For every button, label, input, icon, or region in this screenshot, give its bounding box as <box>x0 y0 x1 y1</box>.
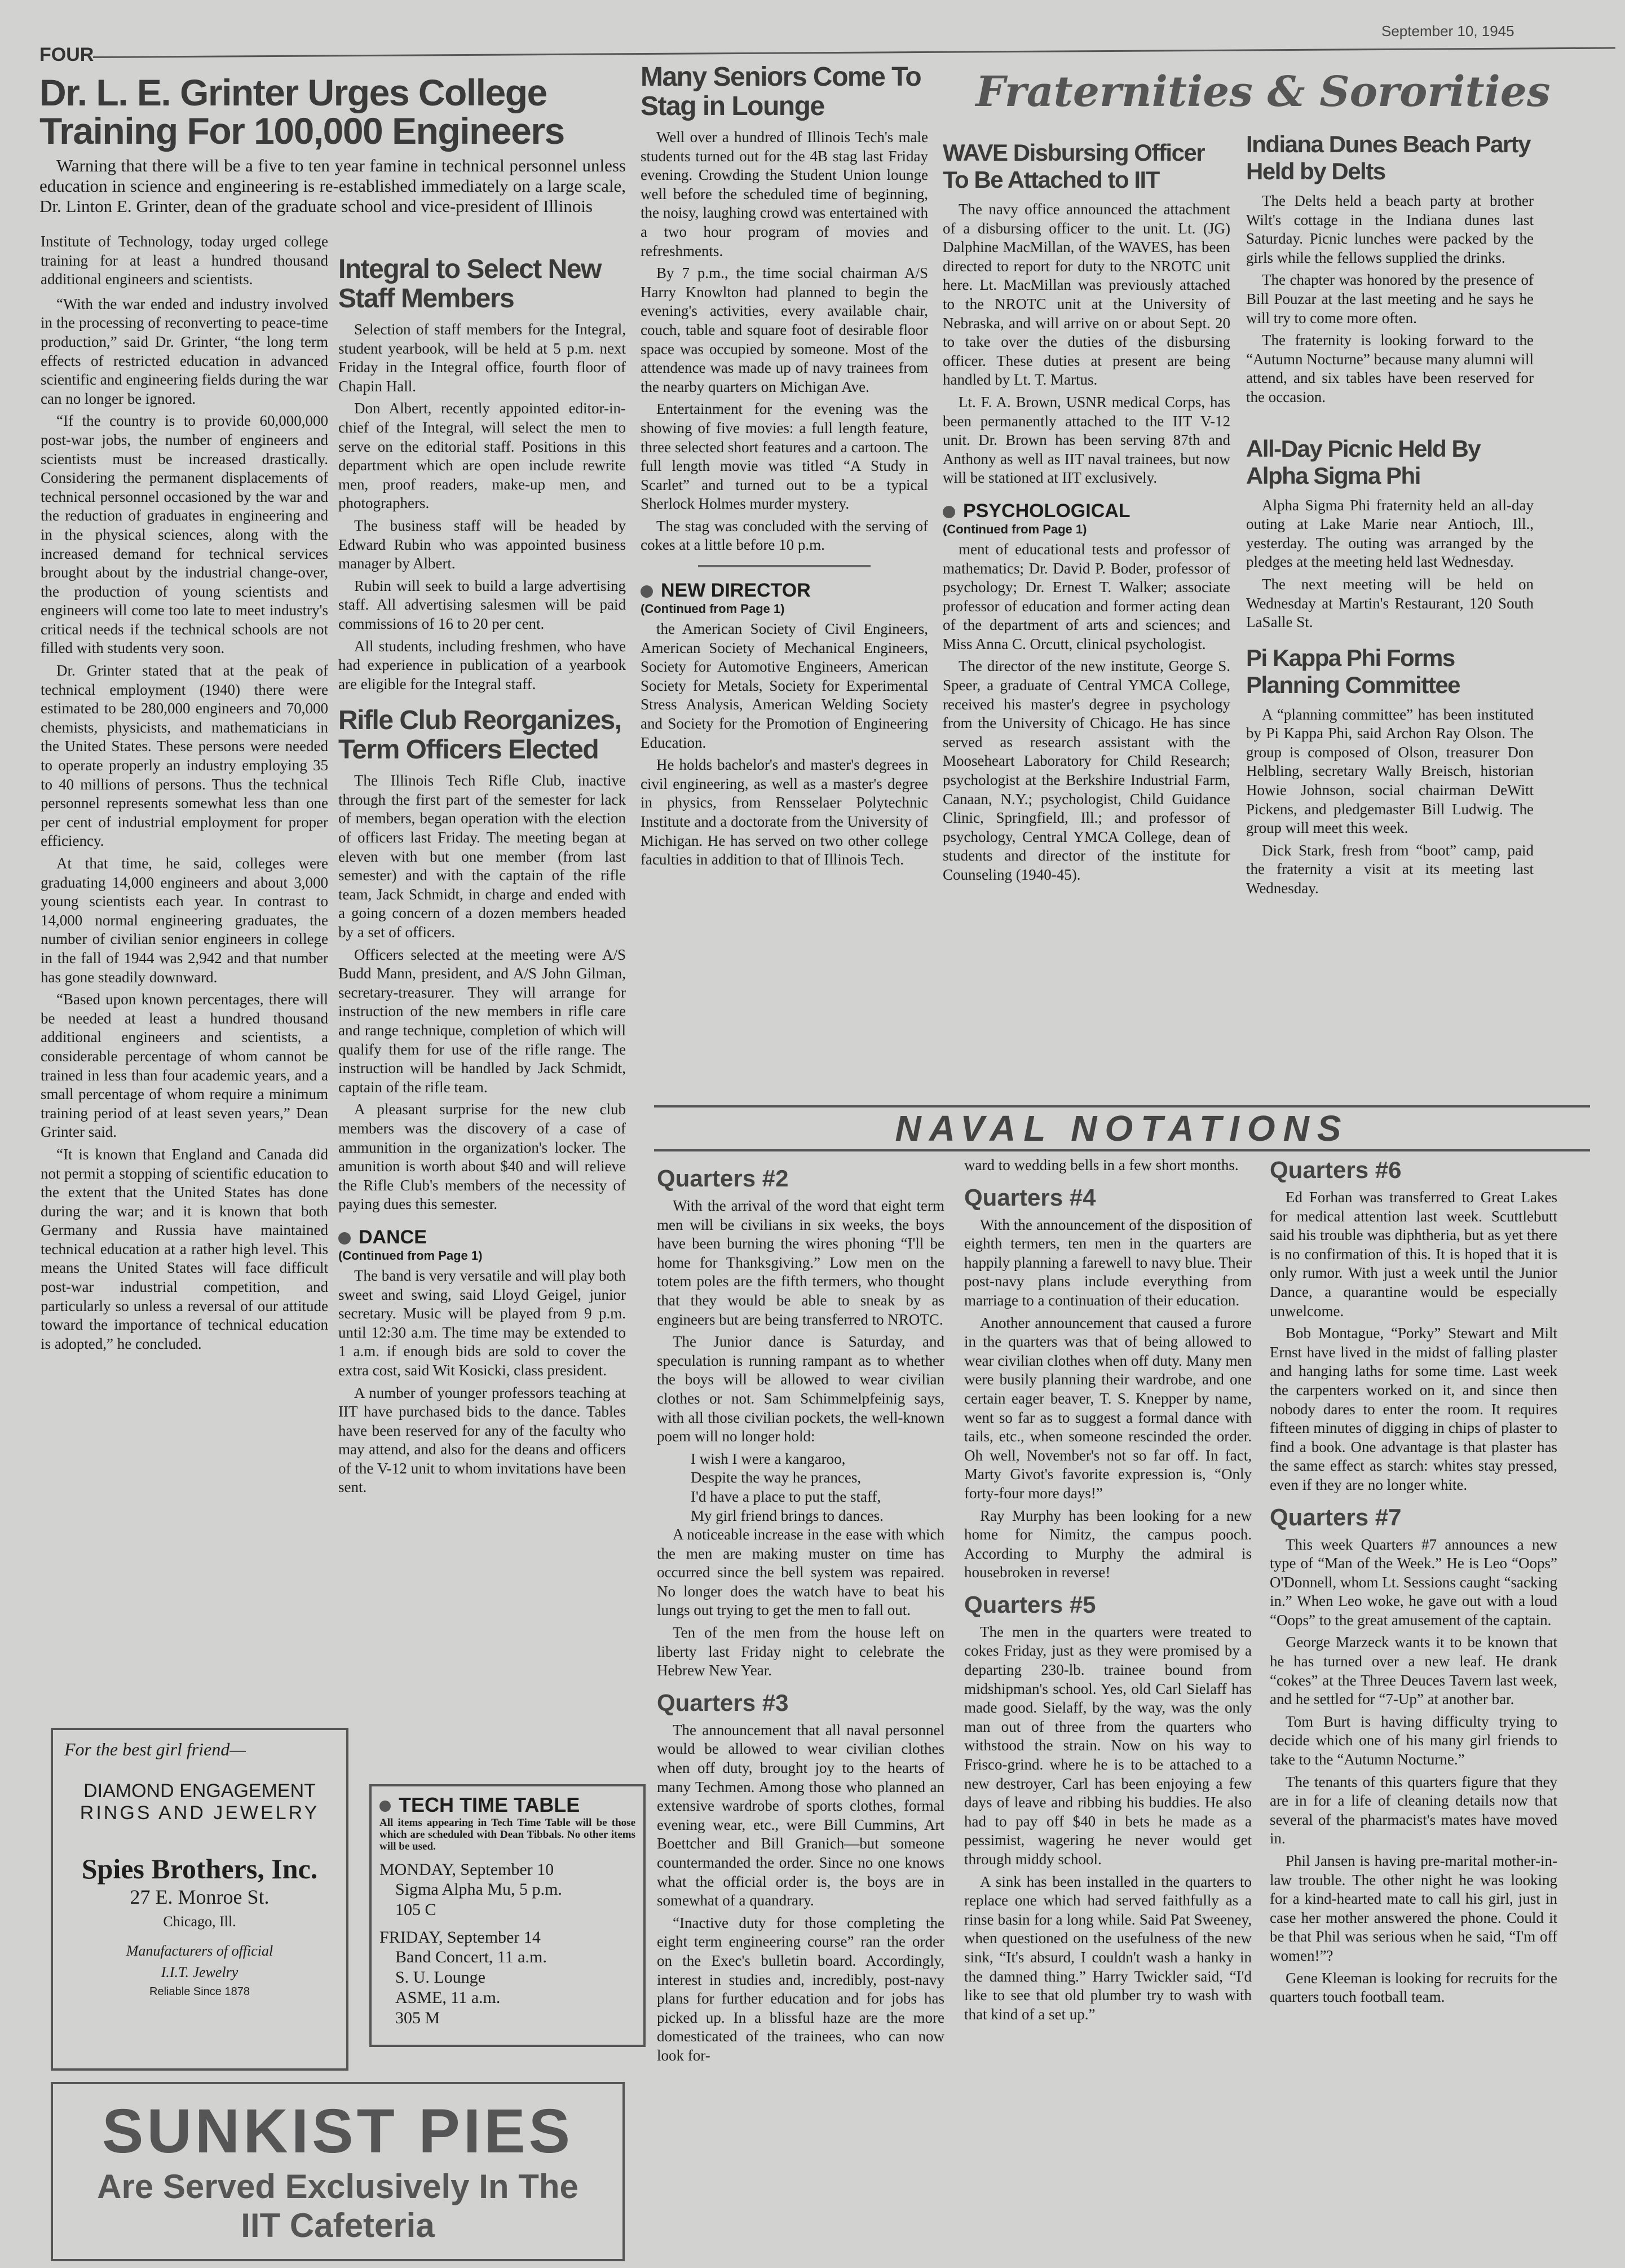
q4-headline: Quarters #4 <box>964 1184 1096 1211</box>
paragraph: I'd have a place to put the staff, <box>691 1488 881 1505</box>
paragraph: The tenants of this quarters figure that they are in for a life of cleaning details now that several of the pharmacist's mates have moved in. <box>1270 1773 1557 1847</box>
timetable-event: ASME, 11 a.m. <box>395 1988 501 2007</box>
paragraph: The announcement that all naval personnel would be allowed to wear civilian clothes when off duty, brought joy to the hearts of many Techmen. Among those who planned an extensive wardrobe of sports clothes, formal evening wear, etc., were Bill Cummins, Art Boettcher and Bill Granich—but someone countermanded the order. Since no one knows what the official order is, the boys are in somewhat of a quandrary. <box>657 1721 944 1909</box>
timetable-event: Band Concert, 11 a.m. <box>395 1948 547 1966</box>
q2-body <box>657 1197 944 1446</box>
wave-headline: WAVE Disbursing Officer To Be Attached to IIT <box>943 139 1205 193</box>
paragraph: The Junior dance is Saturday, and speculation is running rampant as to whether the boys will be allowed to wear civilian clothes or not. Sam Schimmelpfeinig says, with all those civilian pockets, the well-known poem will no longer hold: <box>657 1333 944 1445</box>
paragraph: With the arrival of the word that eight term men will be civilians in six weeks, the boys have been burning the wires phoning “I'll be home for Thanksgiving.” Low men on the totem poles are the fifth termers, who thought that they would be able to sneak by as engineers but are being transferred to NROTC. <box>657 1197 944 1328</box>
timetable-event: 105 C <box>395 1900 436 1919</box>
naval-notations-banner: NAVAL NOTATIONS <box>654 1105 1590 1151</box>
q2-poem <box>657 1450 944 1525</box>
sunkist-line-2: Are Served Exclusively In The <box>97 2168 579 2205</box>
paragraph: At that time, he said, colleges were graduating 14,000 engineers and about 3,000 young scientists each year. In contrast to 14,000 normal engineering graduates, the number of civilian senior engineers in college in the fall of 1944 was 2,942 and that number has gone steadily downward. <box>41 855 328 986</box>
director-kicker <box>641 580 928 602</box>
picnic-headline: All-Day Picnic Held By Alpha Sigma Phi <box>1246 435 1481 489</box>
q3-continued: ward to wedding bells in a few short months. <box>964 1157 1239 1173</box>
timetable-event: S. U. Lounge <box>395 1968 485 1987</box>
psych-body <box>943 540 1230 885</box>
psych-continued: (Continued from Page 1) <box>943 522 1087 536</box>
paragraph: Lt. F. A. Brown, USNR medical Corps, has been permanently attached to the IIT V-12 unit. Dr. Brown has been serving 87th and Anthony as well as IIT naval trainees, but now will be stationed at IIT exclusively. <box>943 393 1230 487</box>
paragraph: Another announcement that caused a furore in the quarters was that of being allowed to wear civilian clothes when off duty. Many men were busily planning their wardrobe, and one certain eager beaver, T. S. Knepper by name, went so far as to suggest a formal dance with tails, etc., when someone rescinded the order. Oh well, November's not so far off. In fact, Marty Givot's favorite expression is, “Only forty-four more days!” <box>964 1314 1252 1502</box>
rifle-body <box>338 771 626 1214</box>
paragraph: The Delts held a beach party at brother Wilt's cottage in the Indiana dunes last Saturday. Picnic lunches were packed by the girls while the fellows supplied the drinks. <box>1246 192 1534 266</box>
grinter-lead-continued: Institute of Technology, today urged college training for at least a hundred thousand additional engineers and scientists. <box>41 233 328 288</box>
paragraph: The men in the quarters were treated to cokes Friday, just as they were promised by a departing 230-lb. trainee bound from midshipman's school. Yes, old Carl Sielaff has made good. Sielaff, by the way, was the only man out of three from the quarters who withstood the strain. Now on his way to Frisco-grind. where he is to be attached to a new destroyer, Carl has been enjoying a few days of leave and ribbing his buddies. He also had to pay off $40 in bets he made as a pessimist, wagering he never would get through middy school. <box>964 1623 1252 1868</box>
paragraph: The Illinois Tech Rifle Club, inactive through the first part of the semester for lack of members, began operation with the election of officers last Friday. The meeting began at eleven with but one member (from last semester) and with the captain of the rifle team, Jack Schmidt, in charge and ended with a going concern of a dozen members headed by a set of officers. <box>338 772 626 941</box>
column-5 <box>1246 118 1534 1102</box>
q7-body <box>1270 1535 1557 2007</box>
paragraph: With the announcement of the disposition of eighth termers, ten men in the quarters are happily planning a farewell to navy blue. Their post-navy plans include everything from marriage to a continuation of their education. <box>964 1216 1252 1309</box>
q5-headline: Quarters #5 <box>964 1591 1096 1618</box>
ad-company: Spies Brothers, Inc. <box>81 1853 318 1885</box>
divider <box>698 565 871 567</box>
paragraph: Dr. Grinter stated that at the peak of technical employment (1940) there were estimated to be 280,000 engineers and 70,000 chemists, physicists, and mathematicians in the United States. These persons were needed to operate properly an industry employing 35 to 40 millions of persons. Thus the technical personnel represents somewhat less than one per cent of industrial employment for proper efficiency. <box>41 662 328 850</box>
q5-body <box>964 1623 1252 2024</box>
naval-column-2 <box>964 1156 1252 2261</box>
ad-note-2: I.I.T. Jewelry <box>161 1964 239 1980</box>
paragraph: the American Society of Civil Engineers, American Society of Mechanical Engineers, Society for Automotive Engineers, American Society for Metals, Society for Experimental Stress Analysis, American Welding Society and Society for the Promotion of Engineering Education. <box>641 620 928 751</box>
paragraph: The stag was concluded with the serving of cokes at a little before 10 p.m. <box>641 517 928 554</box>
paragraph: Ten of the men from the house left on liberty last Friday night to celebrate the Hebrew New Year. <box>657 1624 944 1679</box>
paragraph: Tom Burt is having difficulty trying to decide which one of his many girl friends to take to the “Autumn Nocturne.” <box>1270 1713 1557 1768</box>
ad-city: Chicago, Ill. <box>163 1913 236 1930</box>
q6-body <box>1270 1188 1557 1495</box>
tech-time-table <box>369 1784 646 2047</box>
dance-headline: DANCE <box>359 1226 427 1248</box>
paragraph: Don Albert, recently appointed editor-in-chief of the Integral, will select the men to serve on the editorial staff. Positions in this department which are open include rewrite men, proof readers, make-up men, and photographers. <box>338 400 626 512</box>
q4-body <box>964 1216 1252 1582</box>
issue-date: September 10, 1945 <box>1381 23 1514 39</box>
paragraph: A pleasant surprise for the new club members was the discovery of a case of ammunition in the organization's locker. The amunition is worth about $40 and will relieve the Rifle Club's members of the necessity of paying dues this semester. <box>338 1101 626 1213</box>
director-body <box>641 620 928 870</box>
paragraph: I wish I were a kangaroo, <box>691 1450 846 1467</box>
paragraph: A number of younger professors teaching at IIT have purchased bids to the dance. Tables have been reserved for any of the faculty who may attend, and also for the deans and officers of the V-12 unit to whom invitations have been sent. <box>338 1384 626 1496</box>
paragraph: My girl friend brings to dances. <box>691 1507 884 1524</box>
dance-continued: (Continued from Page 1) <box>338 1248 483 1263</box>
ad-tagline: For the best girl friend— <box>64 1739 246 1759</box>
column-4 <box>943 127 1230 1102</box>
timetable-title-row <box>379 1793 635 1817</box>
bullet-icon <box>338 1232 351 1245</box>
paragraph: The navy office announced the attachment of a disbursing officer to the unit. Lt. (JG) Dalphine MacMillan, of the WAVES, has been directed to report for duty to the NROTC unit here. Lt. MacMillan was previously attached to the NROTC unit at the University of Nebraska, and will arrive on or about Sept. 20 to take over the duties of the disbursing officer. These duties at present are being handled by Lt. T. Martus. <box>943 201 1230 389</box>
paragraph: Alpha Sigma Phi fraternity held an all-day outing at Lake Marie near Antioch, Ill., yesterday. The outing was arranged by the pledges at the meeting held last Wednesday. <box>1246 496 1534 571</box>
wave-body <box>943 200 1230 488</box>
director-headline: NEW DIRECTOR <box>661 580 811 602</box>
q6-headline: Quarters #6 <box>1270 1157 1402 1183</box>
naval-column-3 <box>1270 1148 1557 2261</box>
ad-line-2: RINGS AND JEWELRY <box>80 1802 320 1824</box>
paragraph: The business staff will be headed by Edward Rubin who was appointed business manager by Albert. <box>338 517 626 572</box>
paragraph: Ed Forhan was transferred to Great Lakes for medical attention last week. Scuttlebutt said his trouble was diphtheria, but as yet there is no confirmation of this. It is hoped that it is only rumor. With just a week until the Junior Dance, a quarantine would be especially unwelcome. <box>1270 1189 1557 1320</box>
q2-headline: Quarters #2 <box>657 1165 789 1192</box>
paragraph: Selection of staff members for the Integral, student yearbook, will be held at 5 p.m. next Friday in the Integral office, fourth floor of Chapin Hall. <box>338 321 626 395</box>
sunkist-line-1: SUNKIST PIES <box>101 2097 574 2166</box>
timetable-day: FRIDAY, September 14 <box>379 1928 541 1947</box>
seniors-headline: Many Seniors Come To Stag in Lounge <box>641 62 921 121</box>
grinter-lead: Warning that there will be a five to ten year famine in technical personnel unless education in science and engineering is re-established immediately on a large scale, Dr. Linton E. Grinter, dean of the graduate school and vice-president of Illinois <box>39 156 626 216</box>
director-continued: (Continued from Page 1) <box>641 602 785 616</box>
timetable-day: MONDAY, September 10 <box>379 1860 554 1879</box>
grinter-body <box>41 295 328 1354</box>
column-1 <box>41 232 328 1721</box>
sunkist-ad <box>51 2082 625 2261</box>
paragraph: A “planning committee” has been instituted by Pi Kappa Phi, said Archon Ray Olson. The group is composed of Olson, treasurer Don Helbling, secretary Wally Breisch, historian Howie Johnson, social chairman DeWitt Pickens, and pledgemaster Bill Ludwig. The group will meet this week. <box>1246 705 1534 837</box>
paragraph: Bob Montague, “Porky” Stewart and Milt Ernst have lived in the midst of falling plaster and hanging laths for some time. Last week the carpenters worked on it, and since then nobody dares to enter the room. It requires fifteen minutes of digging in chips of plaster to find a book. One advantage is that plaster has the same effect as starch: whites stay pressed, even if they are no longer white. <box>1270 1325 1557 1493</box>
timetable-days <box>379 1860 635 2028</box>
paragraph: The band is very versatile and will play both sweet and swing, said Lloyd Geigel, junior secretary. Music will be played from 9 p.m. until 12:30 a.m. The time may be extended to 1 a.m. if enough bids are sold to cover the extra cost, said Wit Kosicki, class president. <box>338 1267 626 1379</box>
column-3 <box>641 54 928 1102</box>
paragraph: Rubin will seek to build a large advertising staff. All advertising salesmen will be paid commissions of 16 to 20 per cent. <box>338 577 626 632</box>
timetable-event: 305 M <box>395 2009 440 2027</box>
dunes-body <box>1246 192 1534 407</box>
column-2 <box>338 242 626 1720</box>
integral-headline: Integral to Select New Staff Members <box>338 254 601 314</box>
ad-note-1: Manufacturers of official <box>126 1943 273 1959</box>
grinter-article-top <box>39 73 626 217</box>
ad-address: 27 E. Monroe St. <box>130 1886 270 1908</box>
paragraph: Dick Stark, fresh from “boot” camp, paid the fraternity a visit at its meeting last Wednesday. <box>1246 841 1534 897</box>
seniors-body <box>641 128 928 555</box>
picnic-body <box>1246 496 1534 632</box>
bullet-icon <box>641 585 653 598</box>
paragraph: Despite the way he prances, <box>691 1469 862 1486</box>
ad-since: Reliable Since 1878 <box>149 1985 250 1998</box>
paragraph: Entertainment for the evening was the showing of five movies: a full length feature, three selected short features and a cartoon. The full length movie was titled “A Study in Scarlet” and turned out to be a typical Sherlock Holmes murder mystery. <box>641 400 928 513</box>
paragraph: ment of educational tests and professor of mathematics; Dr. David P. Boder, professor of psychology; Dr. Ernest T. Walker; associate professor of education and former acting dean of the department of arts and sciences; and Miss Anna C. Orcutt, clinical psychologist. <box>943 540 1230 652</box>
ad-line-1: DIAMOND ENGAGEMENT <box>83 1780 316 1802</box>
paragraph: This week Quarters #7 announces a new type of “Man of the Week.” He is Leo “Oops” O'Donnell, whom Lt. Sessions caught “sacking in.” When Leo woke, he gave out with a loud “Oops” to the great amusement of the captain. <box>1270 1535 1557 1629</box>
q2-body-after <box>657 1525 944 1680</box>
paragraph: “Based upon known percentages, there will be needed at least a hundred thousand additional engineers and scientists, a considerable percentage of whom cannot be trained in less than four academic years, and a small percentage of whom require a minimum training period of at least seven years,” Dean Grinter said. <box>41 991 328 1141</box>
paragraph: Officers selected at the meeting were A/S Budd Mann, president, and A/S John Gilman, secretary-treasurer. They will arrange for instruction of the new members in rifle care and range technique, completion of which will qualify them for use of the rifle range. The instruction will be handled by Jack Schmidt, captain of the rifle team. <box>338 946 626 1096</box>
rifle-headline: Rifle Club Reorganizes, Term Officers Elected <box>338 705 621 765</box>
grinter-headline: Dr. L. E. Grinter Urges College Training For 100,000 Engineers <box>39 72 564 152</box>
jewelry-ad <box>51 1728 348 2071</box>
paragraph: “If the country is to provide 60,000,000 post-war jobs, the number of engineers and scientists must be increased drastically. Considering the permanent displacements of technical personnel occasioned by the war and the reduction of graduates in engineering and in the physical sciences, along with the increased demand for technical services brought about by the industrial change-over, the production of young scientists and engineers will come too late to meet industry's critical needs if the technical schools are not filled with students very soon. <box>41 412 328 657</box>
timetable-event: Sigma Alpha Mu, 5 p.m. <box>395 1880 562 1899</box>
bullet-icon <box>379 1801 391 1812</box>
paragraph: The next meeting will be held on Wednesday at Martin's Restaurant, 120 South LaSalle St. <box>1246 575 1534 631</box>
paragraph: Phil Jansen is having pre-marital mother-in-law trouble. The other night he was looking for a kind-hearted mate to call his girl, just in case her mother answered the phone. Could it be that Phil was serious when he said, “I'm off women!”? <box>1270 1852 1557 1964</box>
q3-headline: Quarters #3 <box>657 1689 789 1716</box>
pikappa-headline: Pi Kappa Phi Forms Planning Committee <box>1246 644 1460 698</box>
paragraph: Gene Kleeman is looking for recruits for the quarters touch football team. <box>1270 1969 1557 2006</box>
paragraph: The fraternity is looking forward to the “Autumn Nocturne” because many alumni will attend, and six tables have been reserved for the occasion. <box>1246 332 1534 405</box>
page-number: FOUR <box>39 44 94 65</box>
dance-kicker <box>338 1226 626 1248</box>
paragraph: Ray Murphy has been looking for a new home for Nimitz, the campus pooch. According to Murphy the admiral is housebroken in reverse! <box>964 1507 1252 1581</box>
pikappa-body <box>1246 705 1534 898</box>
timetable-notice: All items appearing in Tech Time Table will be those which are scheduled with Dean Tibbals. No other items will be used. <box>379 1817 635 1852</box>
psych-kicker <box>943 500 1230 522</box>
paragraph: Well over a hundred of Illinois Tech's male students turned out for the 4B stag last Friday evening. Crowding the Student Union lounge well before the scheduled time of beginning, the noisy, laughing crowd was entertained with a two hour program of movies and refreshments. <box>641 129 928 259</box>
timetable-title: TECH TIME TABLE <box>399 1793 580 1816</box>
paragraph: George Marzeck wants it to be known that he has turned over a new leaf. He drank “cokes” at the Three Deuces Tavern last week, and he settled for “7-Up” at another bar. <box>1270 1634 1557 1708</box>
bullet-icon <box>943 506 955 518</box>
psych-headline: PSYCHOLOGICAL <box>963 500 1131 522</box>
paragraph: “With the war ended and industry involved in the processing of reconverting to peace-time production,” said Dr. Grinter, “the long term effects of restricted education in advanced scientific and engineering fields during the war can no longer be ignored. <box>41 295 328 407</box>
fraternities-banner: Fraternities & Sororities <box>975 68 1551 116</box>
paragraph: All students, including freshmen, who have had experience in publication of a yearbook are eligible for the Integral staff. <box>338 637 626 692</box>
paragraph: He holds bachelor's and master's degrees in civil engineering, as well as a master's degree in physics, from Rensselaer Polytechnic Institute and a doctorate from the University of Michigan. He has served on two other college faculties in addition to that of Illinois Tech. <box>641 756 928 868</box>
sunkist-line-3: IIT Cafeteria <box>241 2207 435 2244</box>
naval-column-1 <box>657 1156 944 2261</box>
paragraph: “Inactive duty for those completing the eight term engineering course” ran the order on the Exec's bulletin board. Accordingly, interest in studies and, incredibly, post-navy plans for further education and for jobs has picked up. In a blissful haze are the more domesticated of the trainees, who can now look for- <box>657 1914 944 2064</box>
dance-body <box>338 1267 626 1497</box>
paragraph: A sink has been installed in the quarters to replace one which had served faithfully as a rinse basin for a long while. Said Pat Sweeney, when questioned on the usefulness of the new sink, “It's absurd, I couldn't wash a hanky in the damned thing.” Harry Twickler said, “I'd like to see that old plumber try to wash with that kind of a set up.” <box>964 1873 1252 2023</box>
dunes-headline: Indiana Dunes Beach Party Held by Delts <box>1246 131 1531 184</box>
paragraph: “It is known that England and Canada did not permit a stopping of scientific education to the extent that the United States has done during the war; and it is known that both Germany and Russia have maintained technical education at a rather high level. This means the United States will face difficult post-war industrial competition, and particularly so unless a reversal of our attitude toward the importance of technical education is adopted,” he concluded. <box>41 1145 328 1352</box>
paragraph: The chapter was honored by the presence of Bill Pouzar at the last meeting and he says he will try to come more often. <box>1246 271 1534 326</box>
paragraph: By 7 p.m., the time social chairman A/S Harry Knowlton had planned to begin the evening's activities, every available chair, couch, table and square foot of desirable floor space was occupied by someone. Most of the attendence was made up of navy trainees from the nearby quarters on Michigan Ave. <box>641 264 928 395</box>
q3-body <box>657 1721 944 2066</box>
q7-headline: Quarters #7 <box>1270 1503 1402 1530</box>
integral-body <box>338 320 626 694</box>
paragraph: The director of the new institute, George S. Speer, a graduate of Central YMCA College, received his master's degree in psychology from the University of Chicago. He has since served as research assistant with the Mooseheart Laboratory for Child Research; psychologist at the Berkshire Industrial Farm, Canaan, N.Y.; psychologist, Child Guidance Clinic, Springfield, Ill.; and professor of psychology, Central YMCA College, dean of students and director of the institute for Counseling (1940-45). <box>943 658 1230 883</box>
paragraph: A noticeable increase in the ease with which the men are making muster on time has occurred since the bell system was repaired. No longer does the watch have to beat his lungs out trying to get the men to fall out. <box>657 1526 944 1619</box>
